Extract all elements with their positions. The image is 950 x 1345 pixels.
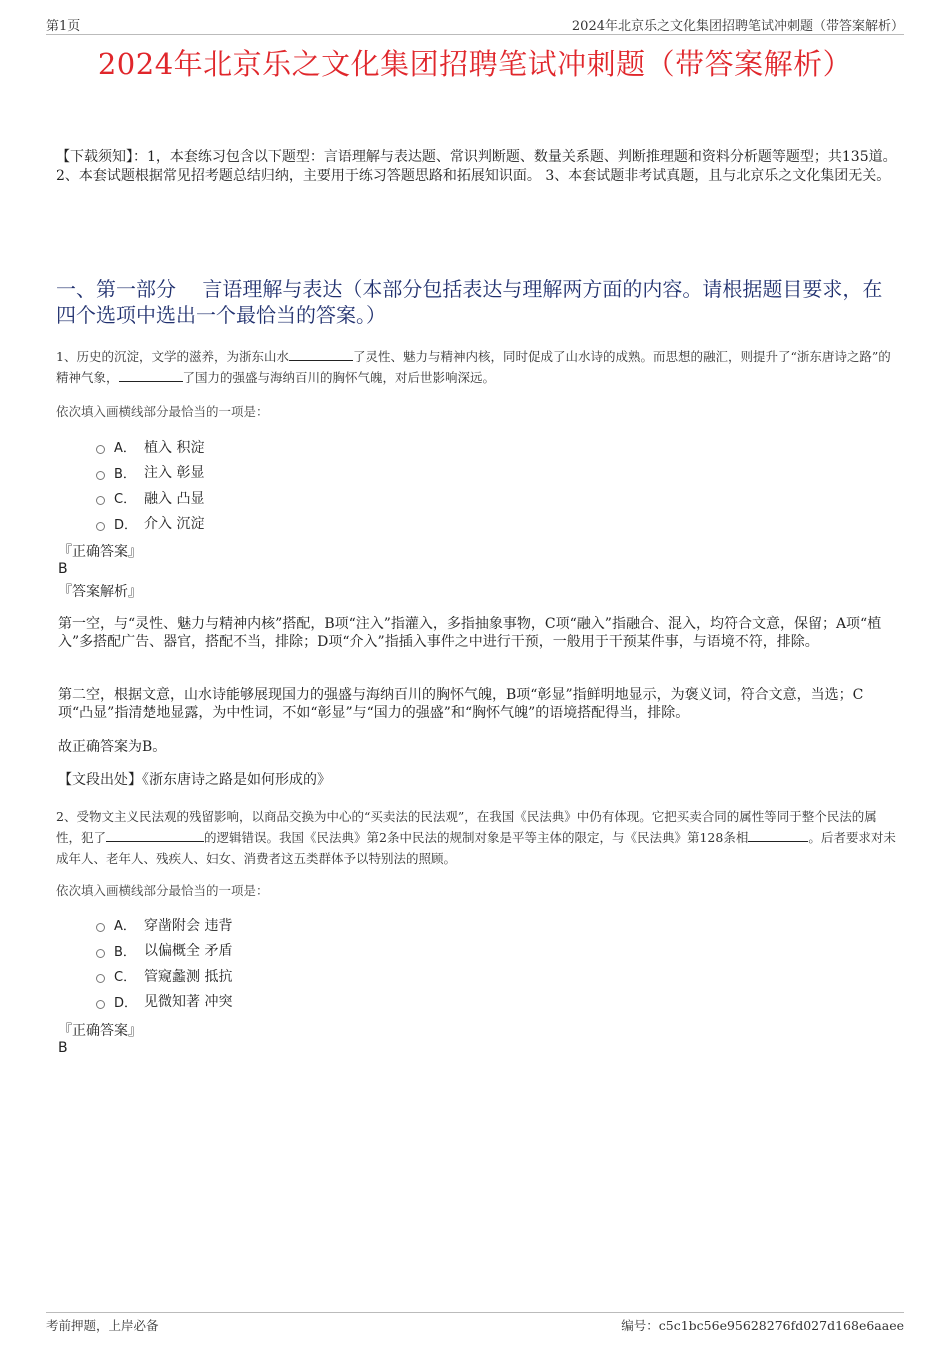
question-1-text: [56, 346, 896, 388]
q1-answer-label: 『正确答案』: [58, 544, 142, 560]
blank-3: [106, 827, 204, 842]
radio-icon[interactable]: [96, 445, 105, 454]
q1-answer: B: [58, 561, 68, 577]
q1-text-part-c: 了国力的强盛与海纳百川的胸怀气魄，对后世影响深远。: [182, 370, 496, 385]
radio-icon[interactable]: [96, 522, 105, 531]
radio-icon[interactable]: [96, 1000, 105, 1009]
q2-text-part-a: 2、受物文主义民法观的残留影响，以商品交换为中心的“买卖法的民法观”，在我国《民法典》中仍有体现。它把买卖合同的属性等同于整个民法的属性，犯了: [56, 809, 877, 845]
radio-icon[interactable]: [96, 949, 105, 958]
q2-text-part-b: 的逻辑错误。我国《民法典》第2条中民法的规制对象是平等主体的限定，与《民法典》第128条相: [204, 830, 749, 845]
q1-source: 【文段出处】《浙东唐诗之路是如何形成的》: [58, 772, 331, 788]
q1-text-part-a: 1、历史的沉淀，文学的滋养，为浙东山水: [56, 349, 289, 364]
q2-text-part-c: 。后者要求对未成年人、老年人、残疾人、妇女、消费者这五类群体予以特别法的照顾。: [56, 830, 896, 866]
document-title: 2024年北京乐之文化集团招聘笔试冲刺题（带答案解析）: [97, 47, 853, 81]
page-number: 第1页: [46, 19, 81, 34]
q2-option-b[interactable]: B． 以偏概全 矛盾: [96, 938, 232, 964]
question-2-text: [56, 806, 896, 869]
q1-option-d[interactable]: D． 介入 沉淀: [96, 511, 204, 537]
q2-answer: B: [58, 1040, 68, 1056]
q1-prompt: 依次填入画横线部分最恰当的一项是：: [56, 404, 269, 419]
blank-4: [748, 827, 808, 842]
q2-option-d[interactable]: D． 见微知著 冲突: [96, 989, 232, 1015]
section-heading: 一、第一部分 言语理解与表达（本部分包括表达与理解两方面的内容。请根据题目要求，在四个选项中选出一个最恰当的答案。）: [56, 277, 883, 327]
q1-conclusion: 故正确答案为B。: [58, 739, 167, 755]
q1-analysis-paragraph-1: 第一空，与“灵性、魅力与精神内核”搭配，B项“注入”指灌入，多指抽象事物，C项“融入”指融合、混入，均符合文意，保留；A项“植入”多搭配广告、器官，搭配不当，排除；D项“介入”指插入事件之中进行干预，一般用于干预某件事，与语境不符，排除。: [58, 616, 882, 650]
radio-icon[interactable]: [96, 496, 105, 505]
header-doc-title: 2024年北京乐之文化集团招聘笔试冲刺题（带答案解析）: [571, 19, 904, 34]
q2-options: [96, 912, 232, 1014]
blank-2: [119, 367, 183, 382]
q2-answer-label: 『正确答案』: [58, 1023, 142, 1039]
q2-prompt: 依次填入画横线部分最恰当的一项是：: [56, 883, 269, 898]
footer-serial: 编号：c5c1bc56e95628276fd027d168e6aaee: [621, 1318, 904, 1333]
q1-option-b[interactable]: B． 注入 彰显: [96, 460, 204, 486]
q1-option-a[interactable]: A． 植入 积淀: [96, 434, 204, 460]
radio-icon[interactable]: [96, 974, 105, 983]
page-header: [46, 14, 904, 35]
download-notice: 【下载须知】：1，本套练习包含以下题型：言语理解与表达题、常识判断题、数量关系题、判断推理题和资料分析题等题型；共135道。 2、本套试题根据常见招考题总结归纳，主要用于练习答题思路和拓展知识面。 3、本套试题非考试真题，且与北京乐之文化集团无关。: [56, 149, 897, 184]
radio-icon[interactable]: [96, 923, 105, 932]
blank-1: [289, 346, 353, 361]
q1-analysis-label: 『答案解析』: [58, 584, 142, 600]
q1-text-part-b: 了灵性、魅力与精神内核，同时促成了山水诗的成熟。而思想的融汇，则提升了“浙东唐诗之路”的精神气象，: [56, 349, 891, 385]
q2-option-c[interactable]: C． 管窥蠡测 抵抗: [96, 963, 232, 989]
footer-slogan: 考前押题，上岸必备: [46, 1318, 159, 1333]
q2-option-a[interactable]: A． 穿凿附会 违背: [96, 912, 232, 938]
page-footer: [46, 1312, 904, 1333]
q1-options: [96, 434, 204, 536]
q1-option-c[interactable]: C． 融入 凸显: [96, 485, 204, 511]
q1-analysis-paragraph-2: 第二空，根据文意，山水诗能够展现国力的强盛与海纳百川的胸怀气魄，B项“彰显”指鲜明地显示，为褒义词，符合文意，当选；C项“凸显”指清楚地显露，为中性词，不如“彰显”与“国力的强盛”和“胸怀气魄”的语境搭配得当，排除。: [58, 687, 864, 721]
radio-icon[interactable]: [96, 471, 105, 480]
